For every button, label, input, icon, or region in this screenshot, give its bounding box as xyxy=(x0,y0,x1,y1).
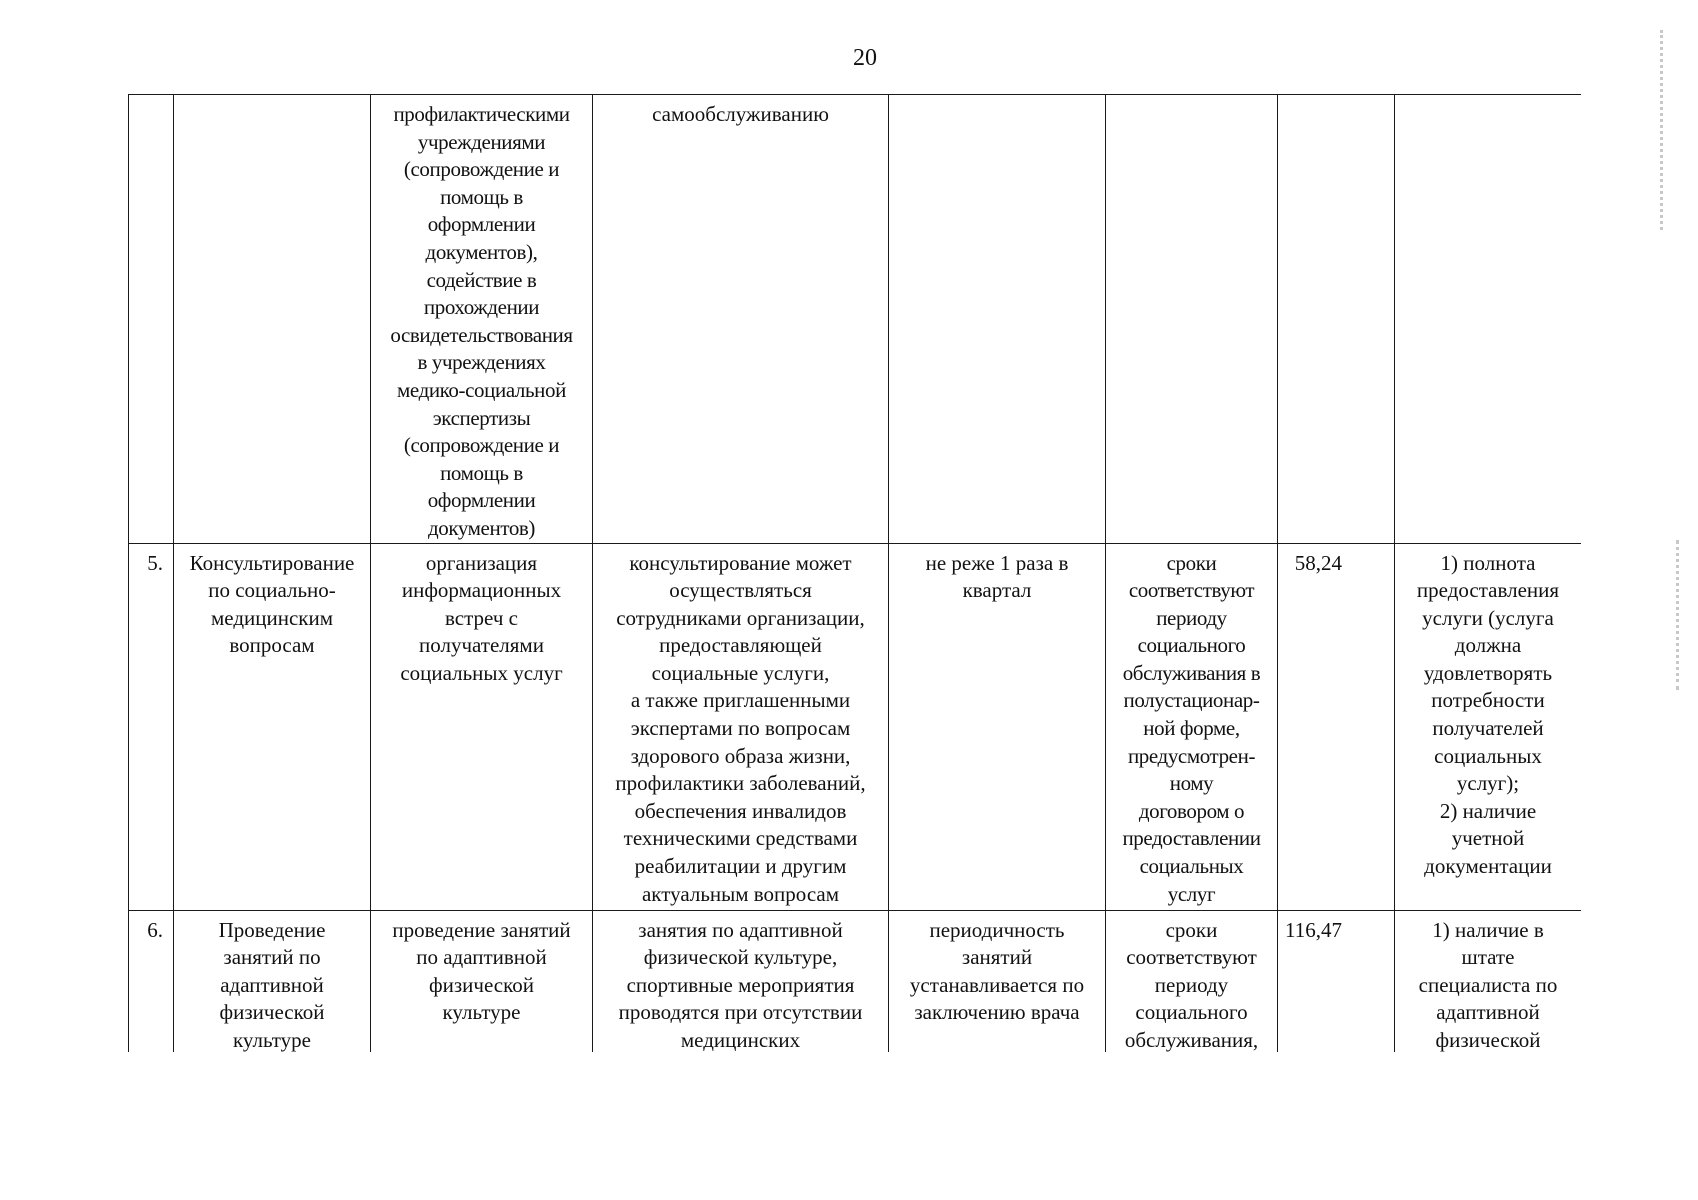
cell-text-line: проведение занятий xyxy=(392,917,571,942)
cell-text-line: заключению врача xyxy=(914,1000,1080,1025)
service-description-cell xyxy=(593,543,889,910)
tariff-cell xyxy=(1278,95,1395,544)
service-content-cell xyxy=(371,910,593,1052)
cell-text-line: физической xyxy=(219,1000,325,1025)
service-name-cell xyxy=(174,910,371,1052)
cell-text-line: экспертами по вопросам xyxy=(630,716,851,741)
cell-text-line: периодичность xyxy=(929,917,1065,942)
cell-text-line: вопросам xyxy=(229,633,315,658)
cell-text-line: не реже 1 раза в xyxy=(925,550,1069,575)
scan-artifact xyxy=(1660,30,1669,230)
cell-text-line: физической xyxy=(429,972,534,997)
cell-text-line: получателей xyxy=(1432,716,1544,741)
cell-text-line: учетной xyxy=(1451,826,1525,851)
cell-text-line: услуг); xyxy=(1456,771,1520,796)
cell-text-line: физической xyxy=(1435,1027,1541,1052)
cell-text-line: обслуживания в xyxy=(1122,660,1261,685)
cell-text-line: 2) наличие xyxy=(1439,798,1537,823)
table-row xyxy=(129,543,1582,910)
cell-text-line: культуре xyxy=(233,1027,311,1052)
terms-cell xyxy=(1106,910,1278,1052)
cell-text-line: удовлетворять xyxy=(1423,660,1553,685)
cell-text-line: обслуживания, xyxy=(1124,1027,1259,1052)
cell-text-line: здорового образа жизни, xyxy=(630,743,851,768)
row-number-cell xyxy=(129,95,174,544)
cell-text-line: предоставляющей xyxy=(659,633,822,658)
cell-text-line: получателями xyxy=(419,633,544,658)
cell-text-line: занятий xyxy=(961,945,1033,970)
cell-text-line: социального xyxy=(1137,633,1246,658)
cell-text-line: профилактики заболеваний, xyxy=(615,771,866,796)
cell-text-line: занятия по адаптивной xyxy=(638,917,843,942)
cell-text-line: документов), xyxy=(425,239,538,264)
cell-text-line: по социально- xyxy=(208,578,336,603)
cell-text-line: реабилитации и другим xyxy=(634,854,847,879)
cell-text-line: организация xyxy=(425,550,538,575)
cell-text-line: осуществляться xyxy=(669,578,812,603)
row-number-cell: 5. xyxy=(129,543,174,910)
cell-text-line: документов) xyxy=(427,515,536,540)
cell-text-line: а также приглашенными xyxy=(630,688,851,713)
quality-criteria-cell xyxy=(1395,543,1582,910)
page-number: 20 xyxy=(853,45,877,71)
cell-text-line: медико-социальной xyxy=(397,377,566,402)
cell-text-line: медицинских xyxy=(680,1027,801,1052)
cell-text-line: сроки xyxy=(1166,550,1217,575)
cell-text-line: предусмотрен- xyxy=(1127,743,1256,768)
cell-text-line: периоду xyxy=(1154,972,1229,997)
cell-text-line: социальных xyxy=(1434,743,1542,768)
cell-text-line: ной форме, xyxy=(1143,716,1240,741)
cell-text-line: социальных услуг xyxy=(400,660,563,685)
services-table-frame xyxy=(128,94,1581,1052)
cell-text-line: содействие в xyxy=(426,267,537,292)
cell-text-line: штате xyxy=(1461,945,1515,970)
cell-text-line: 1) наличие в xyxy=(1432,917,1544,942)
cell-text-line: полустационар- xyxy=(1123,688,1260,713)
terms-cell xyxy=(1106,543,1278,910)
cell-text-line: устанавливается по xyxy=(909,972,1085,997)
cell-text-line: социальные услуги, xyxy=(651,660,830,685)
tariff-cell: 116,47 xyxy=(1278,910,1395,1052)
cell-text-line: в учреждениях xyxy=(417,350,546,375)
service-description-cell xyxy=(593,95,889,544)
cell-text-line: потребности xyxy=(1431,688,1545,713)
cell-text-line: спортивные мероприятия xyxy=(626,972,855,997)
cell-text-line: сотрудниками организации, xyxy=(616,605,865,630)
cell-text-line: экспертизы xyxy=(432,405,531,430)
cell-text-line: встреч с xyxy=(445,605,518,630)
cell-text-line: адаптивной xyxy=(1436,1000,1540,1025)
tariff-cell: 58,24 xyxy=(1278,543,1395,910)
table-row xyxy=(129,910,1582,1052)
cell-text-line: социальных xyxy=(1139,854,1244,879)
cell-text-line: (сопровождение и xyxy=(403,157,560,182)
service-content-cell xyxy=(371,95,593,544)
cell-text-line: обеспечения инвалидов xyxy=(634,798,847,823)
cell-text-line: профилактическими xyxy=(393,102,570,126)
cell-text-line: учреждениями xyxy=(417,129,546,154)
cell-text-line: помощь в xyxy=(440,184,523,209)
cell-text-line: предоставлении xyxy=(1122,826,1261,851)
cell-text-line: предоставления xyxy=(1416,578,1560,603)
service-name-cell xyxy=(174,543,371,910)
quality-criteria-cell xyxy=(1395,910,1582,1052)
terms-cell xyxy=(1106,95,1278,544)
cell-text-line: по адаптивной xyxy=(416,945,547,970)
cell-text-line: специалиста по xyxy=(1418,972,1558,997)
cell-text-line: консультирование может xyxy=(629,550,852,575)
cell-text-line: самообслуживанию xyxy=(652,102,829,126)
cell-text-line: ному xyxy=(1169,771,1214,796)
cell-text-line: документации xyxy=(1424,854,1552,879)
cell-text-line: Консультирование xyxy=(189,550,355,575)
cell-text-line: периоду xyxy=(1156,605,1227,630)
cell-text-line: соответствуют xyxy=(1128,578,1255,603)
cell-text-line: оформлении xyxy=(427,212,536,237)
service-content-cell xyxy=(371,543,593,910)
periodicity-cell xyxy=(889,910,1106,1052)
cell-text-line: социального xyxy=(1135,1000,1248,1025)
cell-text-line: (сопровождение и xyxy=(403,433,560,458)
cell-text-line: культуре xyxy=(442,1000,521,1025)
cell-text-line: медицинским xyxy=(210,605,334,630)
service-description-cell xyxy=(593,910,889,1052)
cell-text-line: услуг xyxy=(1167,881,1216,906)
cell-text-line: сроки xyxy=(1165,917,1218,942)
cell-text-line: актуальным вопросам xyxy=(641,881,840,906)
table-row xyxy=(129,95,1582,544)
periodicity-cell xyxy=(889,543,1106,910)
cell-text-line: адаптивной xyxy=(220,972,324,997)
cell-text-line: должна xyxy=(1454,633,1522,658)
cell-text-line: соответствуют xyxy=(1126,945,1257,970)
cell-text-line: информационных xyxy=(401,578,562,603)
quality-criteria-cell xyxy=(1395,95,1582,544)
cell-text-line: прохождении xyxy=(423,295,540,320)
scan-artifact xyxy=(1676,540,1685,690)
cell-text-line: квартал xyxy=(962,578,1032,603)
cell-text-line: 1) полнота xyxy=(1440,550,1536,575)
cell-text-line: освидетельствования xyxy=(390,322,573,347)
cell-text-line: занятий по xyxy=(223,945,321,970)
cell-text-line: техническими средствами xyxy=(623,826,858,851)
services-table xyxy=(128,94,1581,1052)
cell-text-line: договором о xyxy=(1138,798,1245,823)
cell-text-line: физической культуре, xyxy=(643,945,838,970)
cell-text-line: помощь в xyxy=(440,460,523,485)
row-number-cell: 6. xyxy=(129,910,174,1052)
cell-text-line: проводятся при отсутствии xyxy=(618,1000,863,1025)
periodicity-cell xyxy=(889,95,1106,544)
cell-text-line: Проведение xyxy=(218,917,326,942)
service-name-cell xyxy=(174,95,371,544)
cell-text-line: услуги (услуга xyxy=(1422,605,1554,630)
cell-text-line: оформлении xyxy=(427,488,536,513)
